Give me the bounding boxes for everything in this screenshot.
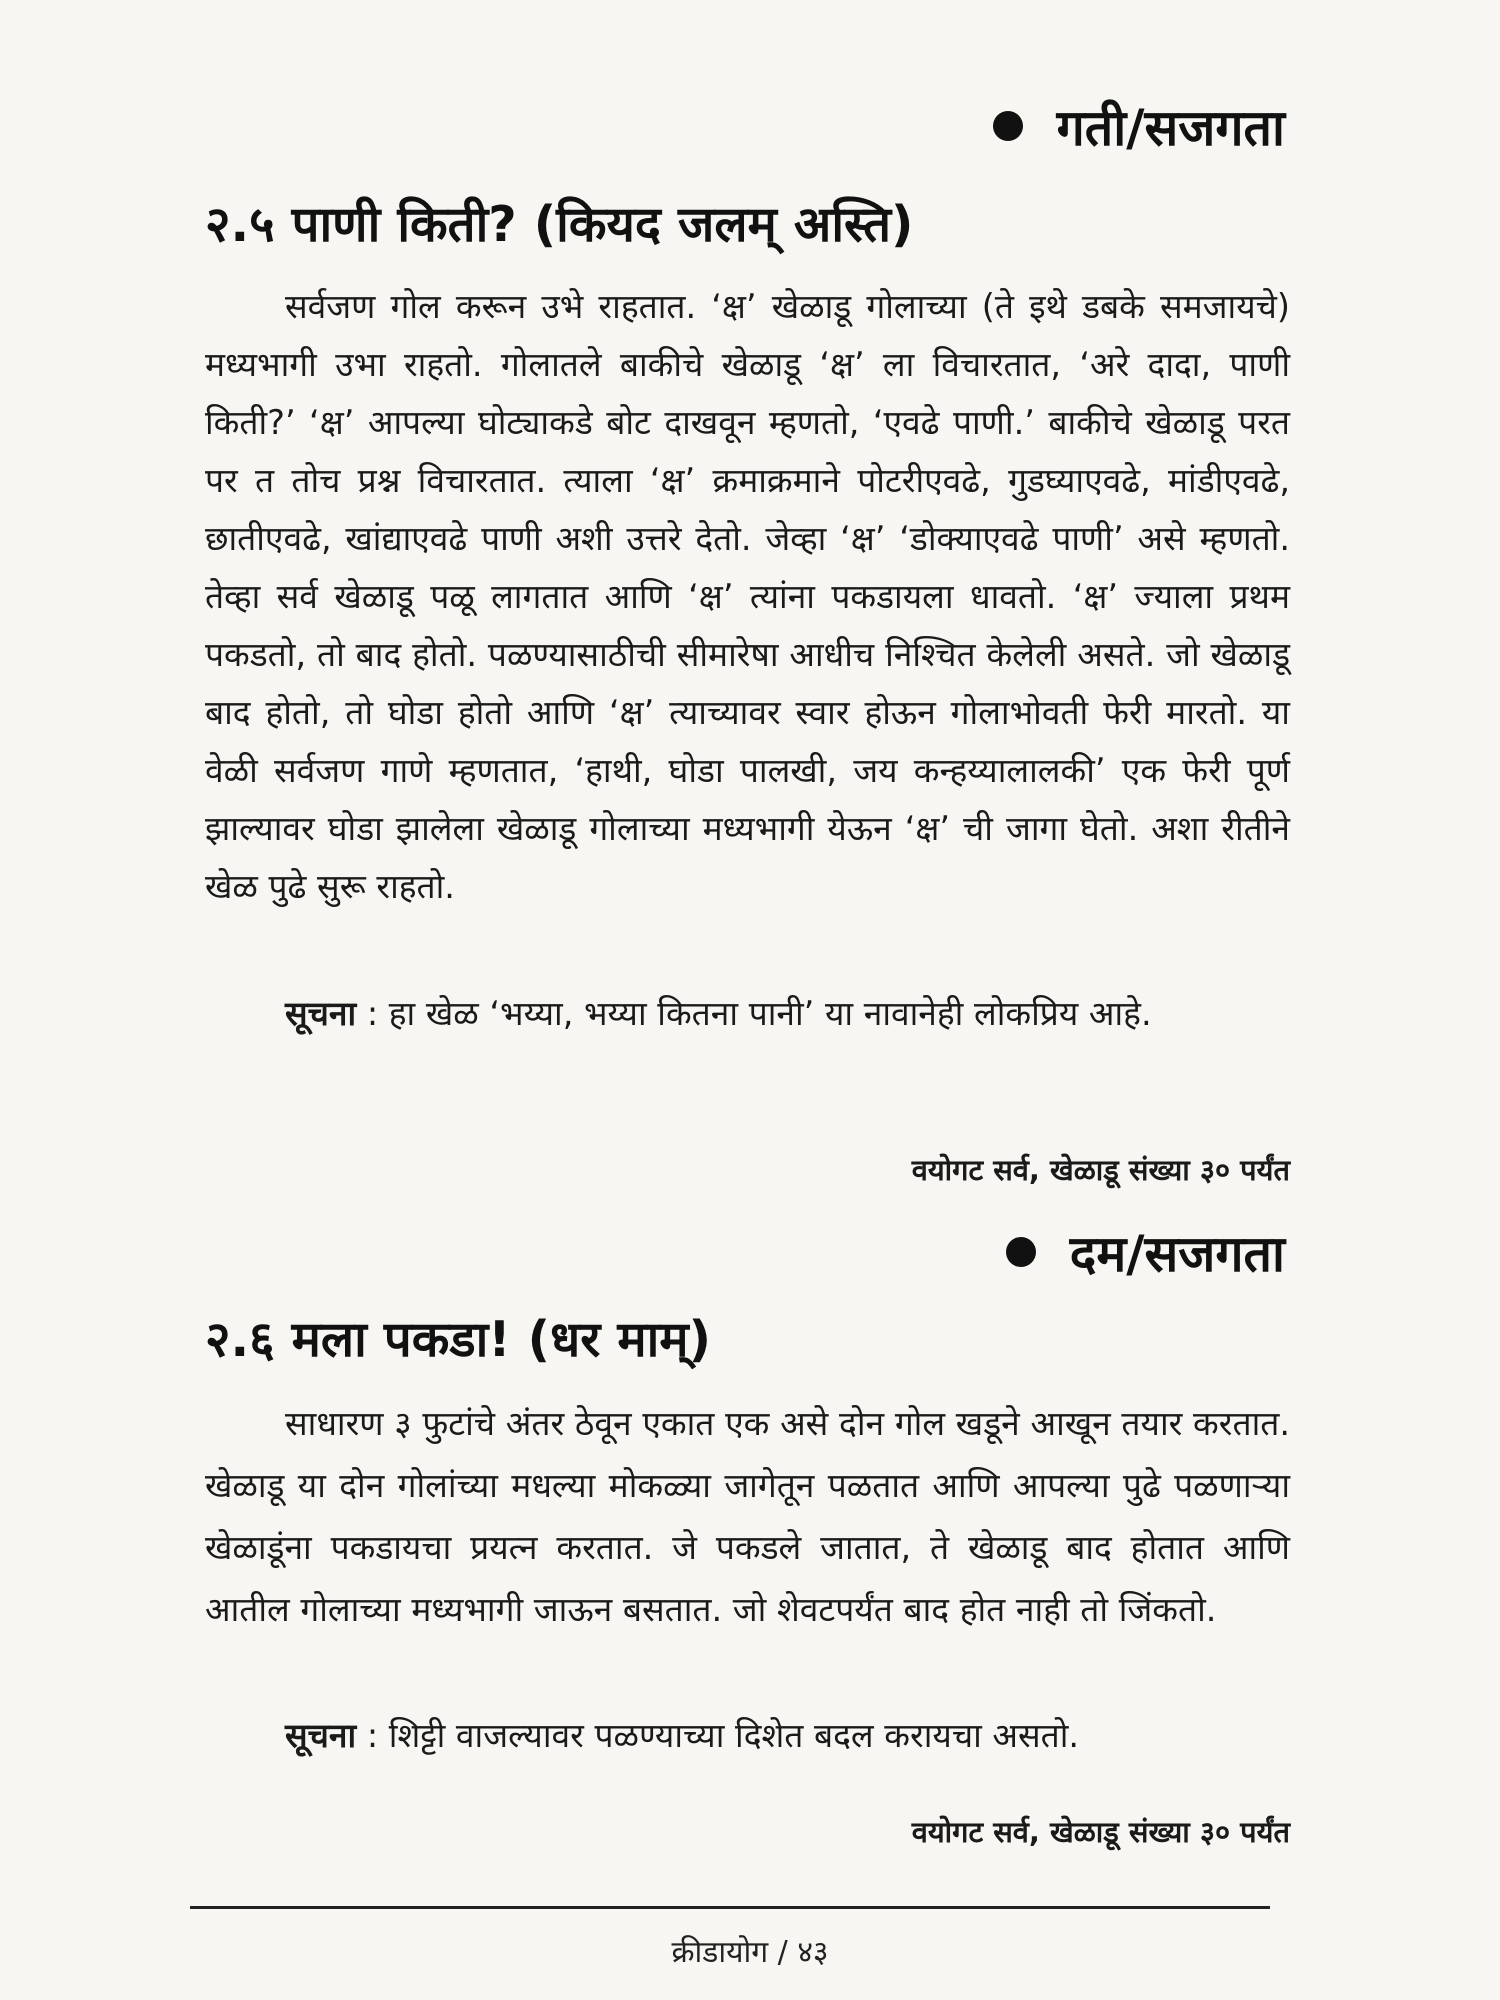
age-players-info-2-6: वयोगट सर्व, खेळाडू संख्या ३० पर्यंत (911, 1815, 1290, 1849)
note-label: सूचना (285, 1716, 357, 1755)
note-2-6 (205, 1705, 1320, 1767)
category-text-1: गती/सजगता (1056, 99, 1285, 157)
category-label-1 (993, 92, 1285, 160)
section-paragraph-2-5: सर्वजण गोल करून उभे राहतात. ‘क्ष’ खेळाडू गोलाच्या (ते इथे डबके समजायचे) मध्यभागी उभा राहतो. गोलातले बाकीचे खेळाडू ‘क्ष’ ला विचारतात, ‘अरे दादा, पाणी किती?’ ‘क्ष’ आपल्या घोट्याकडे बोट दाखवून म्हणतो, ‘एवढे पाणी.’ बाकीचे खेळाडू परत पर त तोच प्रश्न विचारतात. त्याला ‘क्ष’ क्रमाक्रमाने पोटरीएवढे, गुडघ्याएवढे, मांडीएवढे, छातीएवढे, खांद्याएवढे पाणी अशी उत्तरे देतो. जेव्हा ‘क्ष’ ‘डोक्याएवढे पाणी’ असे म्हणतो. तेव्हा सर्व खेळाडू पळू लागतात आणि ‘क्ष’ त्यांना पकडायला धावतो. ‘क्ष’ ज्याला प्रथम पकडतो, तो बाद होतो. पळण्यासाठीची सीमारेषा आधीच निश्चित केलेली असते. जो खेळाडू बाद होतो, तो घोडा होतो आणि ‘क्ष’ त्याच्यावर स्वार होऊन गोलाभोवती फेरी मारतो. या वेळी सर्वजण गाणे म्हणतात, ‘हाथी, घोडा पालखी, जय कन्हय्यालालकी’ एक फेरी पूर्ण झाल्यावर घोडा झालेला खेळाडू गोलाच्या मध्यभागी येऊन ‘क्ष’ ची जागा घेतो. अशा रीतीने खेळ पुढे सुरू राहतो. (205, 287, 1290, 906)
section-title-2-6: २.६ मला पकडा! (धर माम्) (205, 1311, 712, 1368)
note-label: सूचना (285, 994, 357, 1033)
section-title-2-5: २.५ पाणी किती? (कियद जलम् अस्ति) (205, 196, 914, 253)
page-footer: क्रीडायोग / ४३ (671, 1935, 829, 1970)
note-text: : शिट्टी वाजल्यावर पळण्याच्या दिशेत बदल करायचा असतो. (356, 1716, 1080, 1755)
section-paragraph-2-6: साधारण ३ फुटांचे अंतर ठेवून एकात एक असे दोन गोल खडूने आखून तयार करतात. खेळाडू या दोन गोलांच्या मधल्या मोकळ्या जागेतून पळतात आणि आपल्या पुढे पळणाऱ्या खेळाडूंना पकडायचा प्रयत्न करतात. जे पकडले जातात, ते खेळाडू बाद होतात आणि आतील गोलाच्या मध्यभागी जाऊन बसतात. जो शेवटपर्यंत बाद होत नाही तो जिंकतो. (205, 1404, 1290, 1629)
footer-divider (190, 1906, 1270, 1909)
category-label-2 (1006, 1218, 1285, 1286)
note-2-5 (205, 983, 1290, 1045)
age-players-info-2-5: वयोगट सर्व, खेळाडू संख्या ३० पर्यंत (911, 1153, 1290, 1187)
category-text-2: दम/सजगता (1069, 1225, 1285, 1283)
note-text: : हा खेळ ‘भय्या, भय्या कितना पानी’ या नावानेही लोकप्रिय आहे. (356, 994, 1152, 1033)
bullet-icon (1006, 1237, 1036, 1267)
bullet-icon (993, 111, 1023, 141)
